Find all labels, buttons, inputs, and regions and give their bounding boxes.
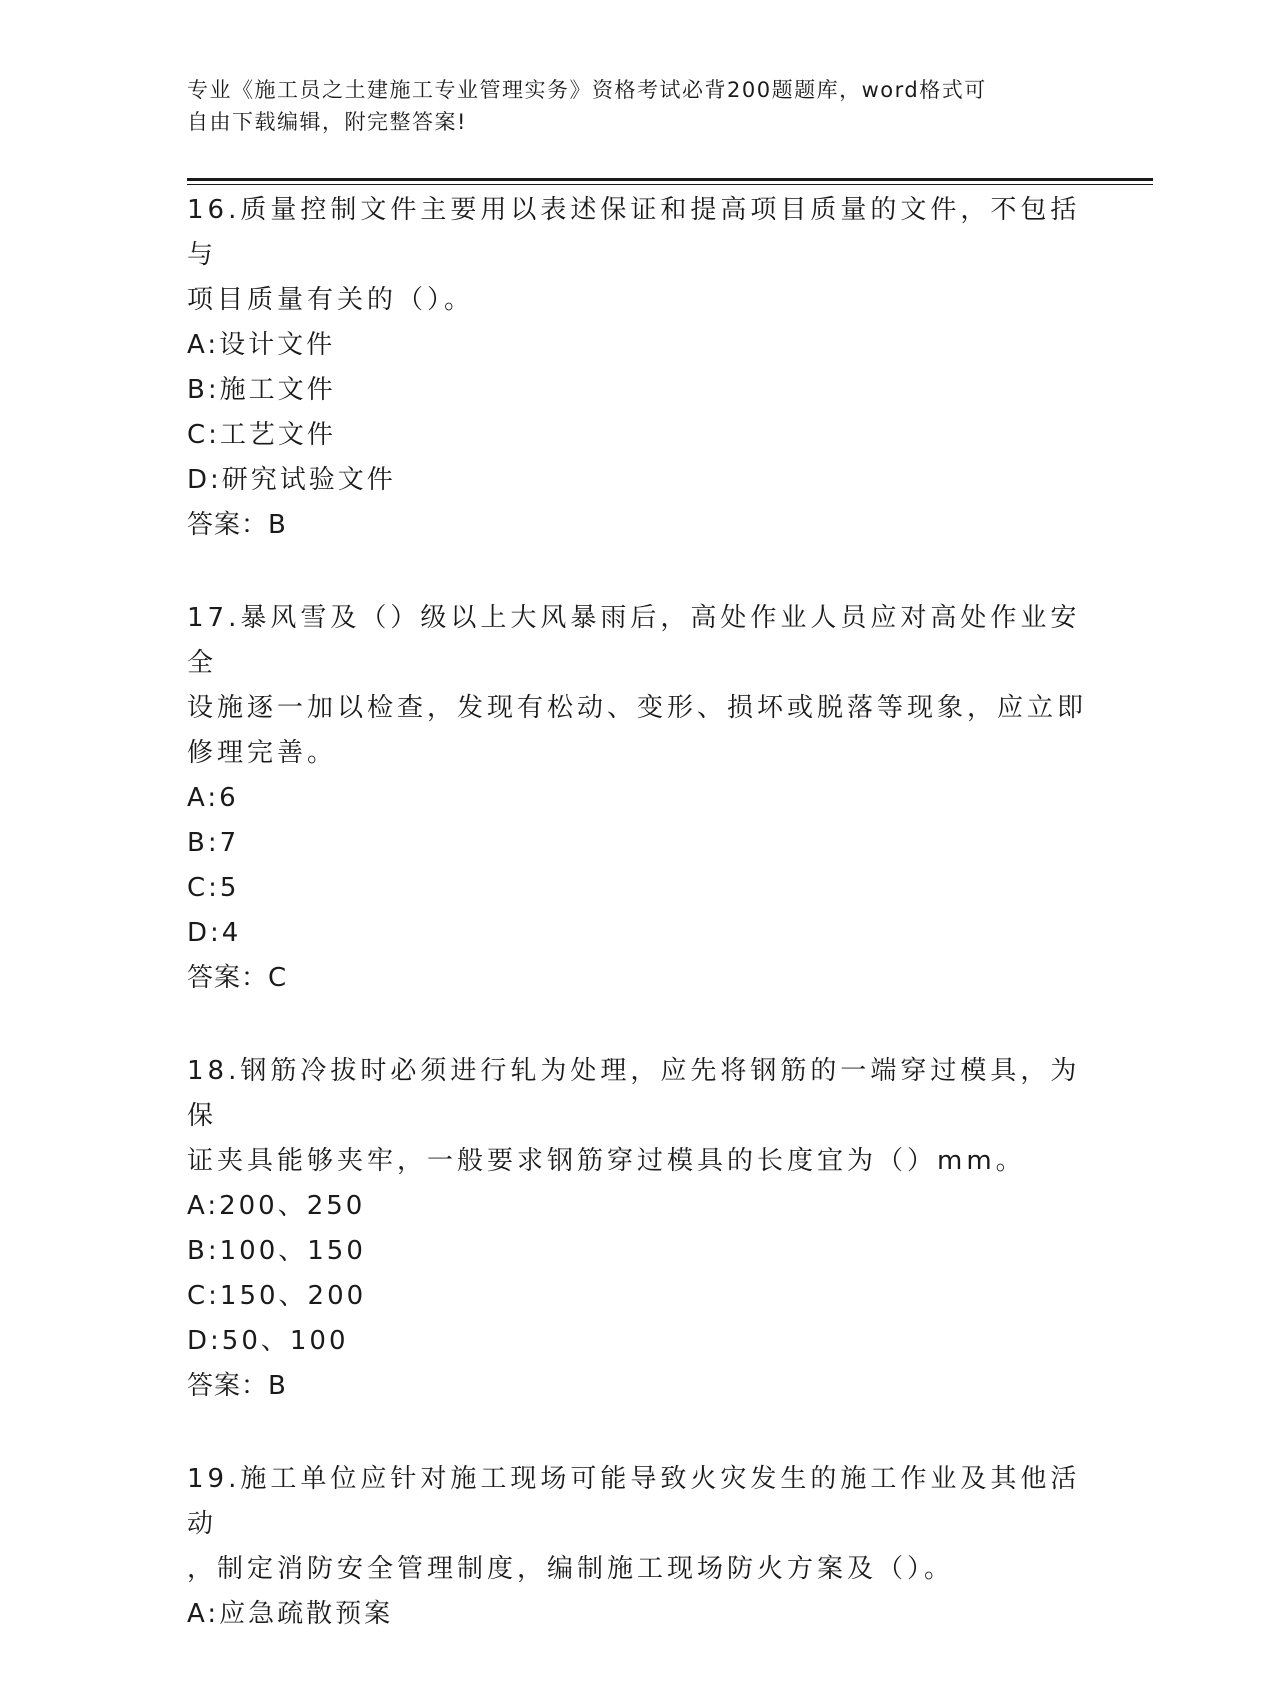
stem-line: 19.施工单位应针对施工现场可能导致火灾发生的施工作业及其他活动 [187,1464,1081,1539]
answer-line: 答案：B [187,1371,287,1401]
option-a [187,776,1087,821]
option-key: B: [187,375,220,405]
option-d [187,458,1087,503]
option-d [187,1319,1087,1364]
option-list [187,1184,1087,1364]
stem-line: 项目质量有关的（）。 [187,285,475,315]
option-key: A: [187,1191,220,1221]
option-text: 工艺文件 [219,420,336,450]
option-text: 50、100 [221,1326,349,1356]
option-a [187,1592,1087,1637]
option-text: 200、250 [219,1191,366,1221]
option-b [187,1229,1087,1274]
header-line-2: 自由下载编辑，附完整答案! [187,110,467,134]
question-18 [187,1049,1087,1409]
question-17 [187,596,1087,1001]
option-d [187,911,1087,956]
option-key: B: [187,1236,220,1266]
header-line-1: 专业《施工员之土建施工专业管理实务》资格考试必背200题题库，word格式可 [187,78,987,102]
option-c [187,413,1087,458]
stem-line: 17.暴风雪及（）级以上大风暴雨后，高处作业人员应对高处作业安全 [187,603,1081,678]
stem-line: 修理完善。 [187,738,338,768]
option-text: 施工文件 [219,375,336,405]
option-text: 150、200 [219,1281,367,1311]
answer-line: 答案：B [187,510,287,540]
option-key: C: [187,873,220,903]
stem-line: 证夹具能够夹牢，一般要求钢筋穿过模具的长度宜为（）mm。 [187,1146,1026,1176]
option-key: A: [187,783,220,813]
option-a [187,1184,1087,1229]
document-header [187,74,1067,138]
option-b [187,821,1087,866]
answer-line: 答案：C [187,963,288,993]
option-key: D: [187,918,222,948]
stem-line: 16.质量控制文件主要用以表述保证和提高项目质量的文件，不包括与 [187,195,1081,270]
option-b [187,368,1087,413]
question-stem [187,1049,1087,1184]
option-key: D: [187,465,222,495]
option-key: A: [187,1599,220,1629]
question-19 [187,1457,1087,1637]
option-key: A: [187,330,220,360]
option-list [187,1592,1087,1637]
stem-line: 18.钢筋冷拔时必须进行轧为处理，应先将钢筋的一端穿过模具，为保 [187,1056,1081,1131]
option-key: C: [187,420,220,450]
question-stem [187,188,1087,323]
header-divider-thick [187,178,1153,181]
option-text: 7 [219,828,240,858]
option-text: 研究试验文件 [221,465,396,495]
stem-line: 设施逐一加以检查，发现有松动、变形、损坏或脱落等现象，应立即 [187,693,1088,723]
option-c [187,1274,1087,1319]
option-list [187,776,1087,956]
option-text: 设计文件 [219,330,336,360]
option-text: 5 [219,873,240,903]
option-key: D: [187,1326,222,1356]
option-text: 100、150 [219,1236,366,1266]
question-stem [187,1457,1087,1592]
option-list [187,323,1087,503]
option-key: B: [187,828,220,858]
stem-line: ，制定消防安全管理制度，编制施工现场防火方案及（）。 [187,1554,955,1584]
question-list [187,188,1087,1685]
option-text: 6 [219,783,239,813]
option-text: 4 [221,918,242,948]
header-divider-thin [187,184,1153,185]
option-a [187,323,1087,368]
option-key: C: [187,1281,220,1311]
question-16 [187,188,1087,548]
question-stem [187,596,1087,776]
option-text: 应急疏散预案 [219,1599,394,1629]
option-c [187,866,1087,911]
